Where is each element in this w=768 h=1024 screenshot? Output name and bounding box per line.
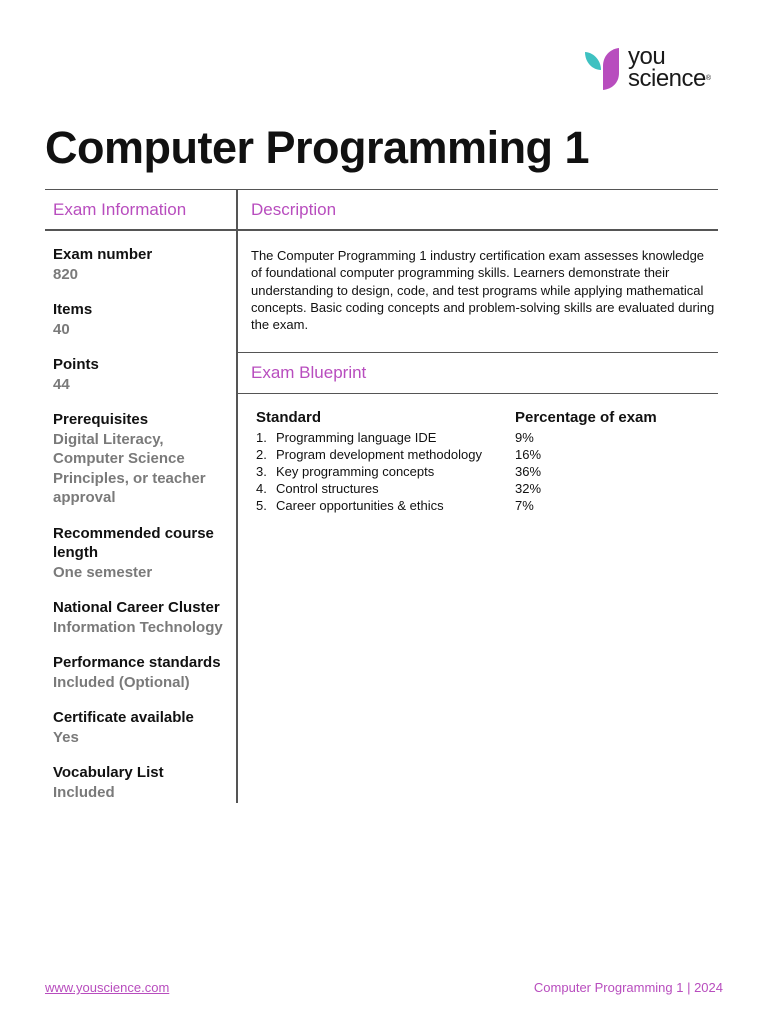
header-bottom-rule: [45, 229, 718, 231]
standard-name: Career opportunities & ethics: [276, 498, 444, 513]
description-heading: Description: [251, 200, 337, 219]
info-value: 40: [53, 320, 70, 338]
info-career-cluster: [53, 598, 231, 637]
info-value: One semester: [53, 563, 153, 581]
info-course-length: [53, 524, 231, 583]
row-number: 2.: [256, 447, 267, 462]
header-top-rule: [45, 189, 718, 190]
info-label: Recommended course length: [53, 524, 214, 561]
blueprint-standards-list: [256, 429, 556, 514]
blueprint-row: [256, 463, 556, 480]
blueprint-percentage-header: Percentage of exam: [515, 409, 657, 426]
percentage-value: 9%: [515, 430, 534, 445]
percentage-value: 36%: [515, 464, 542, 479]
logo-wordmark: [628, 43, 711, 92]
exam-information-heading: Exam Information: [53, 200, 187, 219]
logo-line-science: science: [628, 65, 706, 92]
info-label: Exam number: [53, 246, 153, 263]
info-value: Information Technology: [53, 618, 223, 636]
page-title: Computer Programming 1: [45, 122, 590, 173]
blueprint-row: [256, 480, 556, 497]
blueprint-row: [256, 429, 556, 446]
registered-mark: ®: [705, 75, 711, 82]
info-label: Prerequisites: [53, 411, 149, 428]
blueprint-row: [256, 497, 556, 514]
blueprint-percentage-list: [515, 429, 541, 514]
percentage-value: 32%: [515, 481, 542, 496]
info-items: [53, 300, 231, 339]
row-number: 1.: [256, 430, 267, 445]
info-certificate: [53, 708, 231, 747]
info-label: Vocabulary List: [53, 764, 164, 781]
info-value: 44: [53, 375, 70, 393]
info-label: National Career Cluster: [53, 599, 220, 616]
website-link[interactable]: www.youscience.com: [45, 980, 170, 995]
logo-line-you: you: [628, 43, 666, 70]
blueprint-standard-header: Standard: [256, 409, 322, 426]
standard-name: Control structures: [276, 481, 379, 496]
info-vocabulary: [53, 763, 231, 802]
info-label: Certificate available: [53, 709, 194, 726]
info-value: Included (Optional): [53, 673, 190, 691]
row-number: 4.: [256, 481, 267, 496]
youscience-logo: [584, 43, 711, 92]
row-number: 3.: [256, 464, 267, 479]
percentage-value: 16%: [515, 447, 542, 462]
info-value: Digital Literacy, Computer Science Principles, or teacher approval: [53, 430, 206, 506]
standard-name: Program development methodology: [276, 447, 482, 462]
info-label: Items: [53, 301, 93, 318]
info-prerequisites: [53, 410, 231, 508]
column-divider: [236, 189, 238, 803]
blueprint-bottom-rule: [238, 393, 718, 394]
description-text: The Computer Programming 1 industry certification exam assesses knowledge of foundational computer programming skills. Learners demonstrate their understanding to design, code, and test programs while applying mathematical concepts. Basic coding concepts and problem-solving skills are evaluated during the exam.: [251, 248, 715, 333]
blueprint-row: [256, 446, 556, 463]
info-value: Included: [53, 783, 115, 801]
exam-blueprint-heading: Exam Blueprint: [251, 363, 367, 382]
info-label: Points: [53, 356, 99, 373]
leaf-logo-icon: [584, 46, 622, 92]
standard-name: Key programming concepts: [276, 464, 435, 479]
footer-document-label: Computer Programming 1 | 2024: [533, 980, 723, 995]
info-label: Performance standards: [53, 654, 221, 671]
info-value: 820: [53, 265, 79, 283]
info-points: [53, 355, 231, 394]
blueprint-top-rule: [238, 352, 718, 353]
standard-name: Programming language IDE: [276, 430, 437, 445]
percentage-value: 7%: [515, 498, 534, 513]
info-exam-number: [53, 245, 231, 284]
info-value: Yes: [53, 728, 79, 746]
info-performance-standards: [53, 653, 231, 692]
row-number: 5.: [256, 498, 267, 513]
exam-information-list: [53, 245, 231, 818]
